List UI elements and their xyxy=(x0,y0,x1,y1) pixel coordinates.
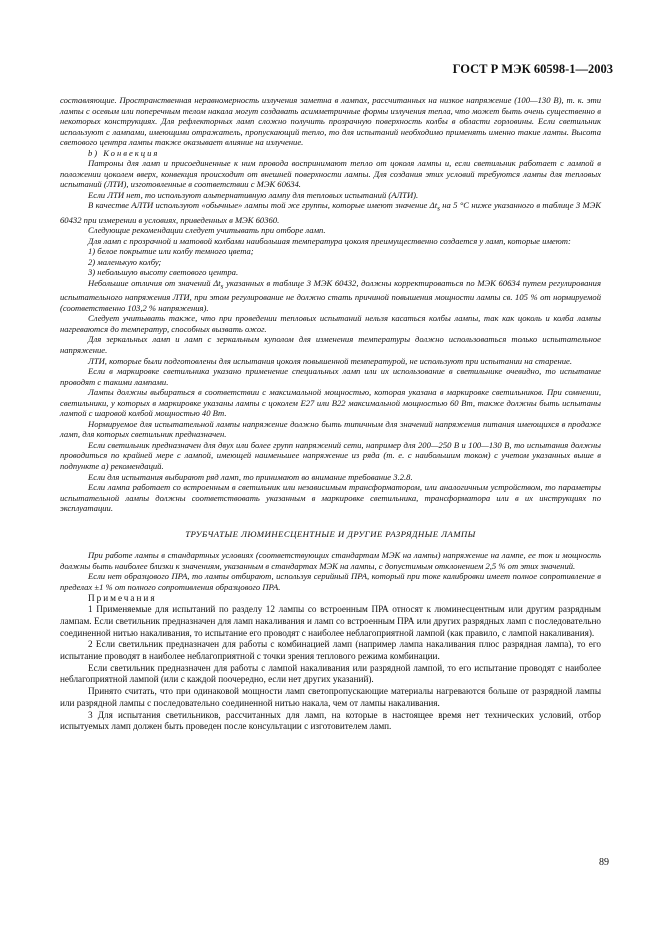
document-header: ГОСТ Р МЭК 60598-1—2003 xyxy=(452,62,613,76)
paragraph: Следующие рекомендации следует учитывать при отборе ламп. xyxy=(88,225,326,236)
subscript: s xyxy=(437,205,440,214)
paragraph xyxy=(60,278,601,313)
text-run: указанных в таблице 3 МЭК 60432, должны корректироваться по МЭК 60634 путем регулирования испытательного напряжения ЛТИ, при этом регулирование не должно стать причиной повышения мощности лампы св. 105 % от нормируемой (соответственно 103,2 % напряжения). xyxy=(60,278,601,313)
section-title: ТРУБЧАТЫЕ ЛЮМИНЕСЦЕНТНЫЕ И ДРУГИЕ РАЗРЯДНЫЕ ЛАМПЫ xyxy=(185,528,476,539)
subsection-title-convection: b) Конвекция xyxy=(88,147,160,158)
paragraph: Для ламп с прозрачной и матовой колбами наибольшая температура цоколя преимущественно создается у ламп, которые имеют: xyxy=(88,235,571,246)
paragraph: Патроны для ламп и присоединенные к ним провода воспринимают тепло от цоколя лампы и, если светильник работает с лампой в положении цоколем вверх, конвекция происходит от внешней поверхности лампы. Для создания этих условий требуются лампы для тепловых испытаний (ЛТИ), изготовленные в соответствии с МЭК 60634. xyxy=(60,158,601,190)
paragraph: При работе лампы в стандартных условиях (соответствующих стандартам МЭК на лампы) напряжение на лампе, ее ток и мощность должны быть наиболее близки к значениям, указанным в стандартах МЭК на лампы, с допустимым отклонением 2,5 % от этих значений. xyxy=(60,550,601,571)
paragraph: составляющие. Пространственная неравномерность излучения заметна в лампах, рассчитанных на низкое напряжение (100—130 В), т. к. эти лампы с осевым или поперечным телом накала могут создавать асимметричные формы излучения тепла, что может быть очень существенно в некоторых конструкциях. Для рефлекторных ламп сложно получить прозрачную поверхность колбы в области горловины. Если светильник используют с лампами, имеющими отражатель, пропускающий тепло, то для испытаний необходимо применять именно такие лампы. Высота светового центра лампы также оказывает влияние на излучение. xyxy=(60,95,601,148)
paragraph xyxy=(60,200,601,225)
paragraph: Если светильник предназначен для двух или более групп напряжений сети, например для 200—250 В и 100—130 В, то испытания должны проводиться по крайней мере с лампой, имеющей наименьшее напряжение из ряда (т. е. с наибольшим током) с учетом указанных выше в подпункте а) рекомендаций. xyxy=(60,439,601,472)
paragraph: Для зеркальных ламп и ламп с зеркальным куполом для изменения температуры должно использоваться только испытательное напряжение. xyxy=(60,334,601,356)
notes-block xyxy=(60,593,601,733)
text-run: Небольшие отличия от значений Δt xyxy=(88,278,221,289)
note-item: 3 Для испытания светильников, рассчитанных для ламп, на которые в настоящее время нет технических условий, отбор испытуемых ламп должен быть проведен после консультации с изготовителем ламп. xyxy=(60,709,601,732)
paragraph: Лампы должны выбираться в соответствии с максимальной мощностью, которая указана в маркировке светильников. При сомнении, светильники, у которых в маркировке указаны лампы с цоколем Е27 или В22 максимальной мощностью 60 Вт, также должны быть испытаны лампой с шаровой колбой мощностью 40 Вт. xyxy=(60,387,601,419)
list-item: 2) маленькую колбу; xyxy=(88,256,162,267)
list-item: 3) небольшую высоту светового центра. xyxy=(88,267,239,278)
text-run: на 5 °С ниже указанного в таблице 3 МЭК 60432 при измерении в условиях, приведенных в МЭК 60360. xyxy=(60,200,601,225)
note-item: 1 Применяемые для испытаний по разделу 12 лампы со встроенным ПРА относят к люминесцентным или другим разрядным лампам. Если светильник предназначен для ламп накаливания и ламп со встроенным ПРА или других разрядных ламп с последовательно соединенной нитью накаливания, то испытание его проводят с наиболее неблагоприятной лампой (как правило, с лампой накаливания). xyxy=(60,604,601,638)
paragraph: Нормируемое для испытательной лампы напряжение должно быть типичным для значений напряжения питания имеющихся в продаже ламп, для которых светильник предназначен. xyxy=(60,418,601,440)
paragraph: Если нет образцового ПРА, то лампы отбирают, используя серийный ПРА, который при токе калибровки имеет полное сопротивление в пределах ±1 % от полного сопротивления образцового ПРА. xyxy=(60,571,601,592)
document-body xyxy=(60,95,601,733)
text-run: В качестве АЛТИ используют «обычные» лампы той же группы, которые имеют значение Δt xyxy=(88,200,438,211)
paragraph: Если ЛТИ нет, то используют альтернативную лампу для тепловых испытаний (АЛТИ). xyxy=(88,189,419,200)
note-item: 2 Если светильник предназначен для работы с комбинацией ламп (например лампа накаливания плюс разрядная лампа), то его испытание проводят в наиболее неблагоприятной с точки зрения теплового режима комбинации. xyxy=(60,639,601,662)
list-item: 1) белое покрытие или колбу темного цвета; xyxy=(88,246,254,257)
subscript: s xyxy=(220,282,224,291)
page-number: 89 xyxy=(599,857,609,868)
paragraph: Если в маркировке светильника указано применение специальных ламп или их использование в светильнике очевидно, то испытание проводят с такими лампами. xyxy=(60,366,601,387)
notes-label: Примечания xyxy=(88,592,157,603)
note-item: Принято считать, что при одинаковой мощности ламп светопропускающие материалы нагреваются больше от разрядной лампы или разрядной лампы с последовательно соединенной нитью накала, чем от лампы накаливания. xyxy=(60,686,601,708)
paragraph: Если для испытания выбирают ряд ламп, то принимают во внимание требование 3.2.8. xyxy=(88,471,413,482)
note-item: Если светильник предназначен для работы с лампой накаливания или разрядной лампой, то его испытание проводят с наиболее неблагоприятной лампой (или с каждой поочередно, если нет других указаний). xyxy=(60,662,601,685)
paragraph: Следует учитывать также, что при проведении тепловых испытаний нельзя касаться колбы лампы, так как цоколь и колба лампы нагреваются до температур, способных вызвать ожог. xyxy=(60,313,601,334)
paragraph: Если лампа работает со встроенным в светильник или независимым трансформатором, или аналогичным устройством, то параметры испытательной лампы должны соответствовать указанным в маркировке светильника, трансформатора или в их инструкциях по эксплуатации. xyxy=(60,482,601,514)
paragraph: ЛТИ, которые были подготовлены для испытания цоколя повышенной температурой, не используют при испытании на старение. xyxy=(88,355,573,366)
